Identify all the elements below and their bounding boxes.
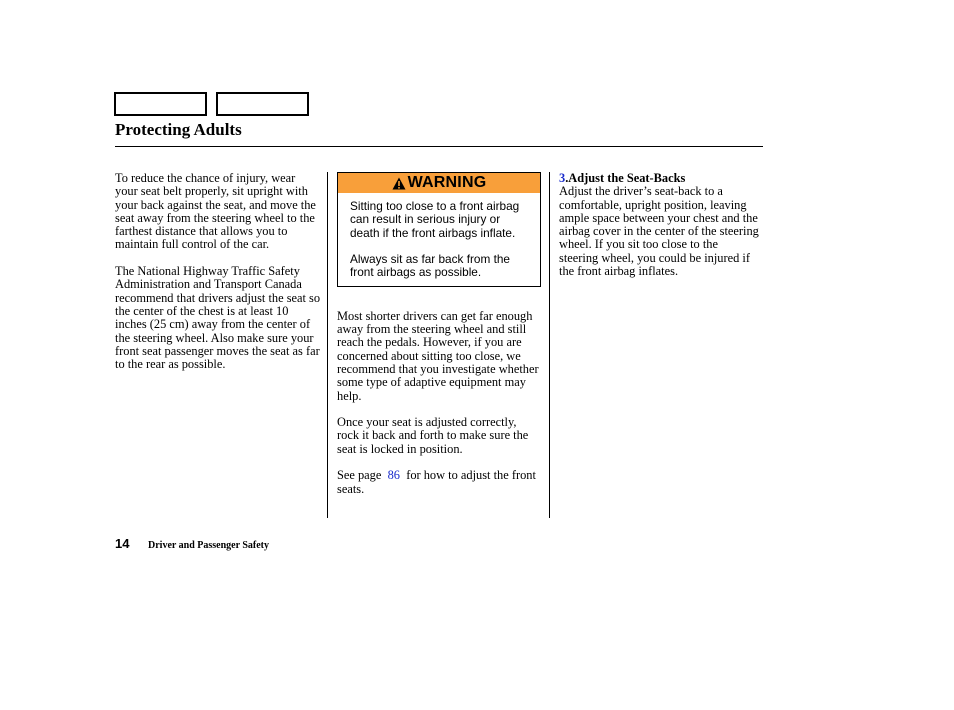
step-number-link[interactable]: 3 — [559, 171, 566, 185]
warning-header — [338, 173, 540, 193]
step-body: Adjust the driver’s seat-back to a comfortable, upright position, leaving ample space between your chest and the airbag cover in the center of the steering wheel. If you sit too close to the steering wheel, you could be injured if the front airbag inflates. — [559, 184, 759, 279]
see-page-prefix: See page — [337, 468, 382, 483]
section-name: Driver and Passenger Safety — [148, 540, 270, 551]
page-number: 14 — [115, 536, 130, 551]
nav-button-1[interactable] — [114, 92, 207, 116]
column-1 — [115, 172, 321, 385]
warning-box — [337, 172, 541, 287]
step-heading — [559, 172, 759, 185]
warning-text-2: Always sit as far back from the front airbags as possible. — [350, 252, 510, 280]
warning-body — [338, 193, 540, 286]
see-page-suffix: for how to adjust the front seats. — [337, 468, 536, 496]
column-divider-2 — [549, 172, 550, 518]
column-2-paragraph-1: Most shorter drivers can get far enough away from the steering wheel and still reach the pedals. However, if you are concerned about sitting too close, we recommend that you investigate whether some type of adaptive equipment may help. — [337, 308, 539, 403]
see-page-reference — [337, 469, 541, 496]
warning-text-1: Sitting too close to a front airbag can result in serious injury or death if the front airbags inflate. — [350, 199, 520, 240]
column-2-paragraph-2: Once your seat is adjusted correctly, rock it back and forth to make sure the seat is locked in position. — [337, 415, 529, 456]
title-rule — [115, 146, 763, 147]
column-3 — [559, 172, 759, 278]
warning-triangle-icon — [392, 177, 406, 190]
page-title: Protecting Adults — [115, 120, 242, 139]
nav-button-2[interactable] — [216, 92, 309, 116]
step-title: .Adjust the Seat-Backs — [565, 171, 686, 185]
column-2 — [337, 172, 541, 509]
warning-label: WARNING — [407, 174, 487, 192]
column-1-paragraph-2: The National Highway Traffic Safety Administration and Transport Canada recommend that drivers adjust the seat so the center of the chest is at least 10 inches (25 cm) away from the center of the steering wheel. Also make sure your front seat passenger moves the seat as far to the rear as possible. — [115, 264, 321, 372]
column-1-paragraph-1: To reduce the chance of injury, wear your seat belt properly, sit upright with your back against the seat, and move the seat away from the steering wheel to the farthest distance that allows you to maintain full control of the car. — [115, 171, 316, 252]
page-link-86[interactable]: 86 — [387, 468, 400, 483]
column-divider-1 — [327, 172, 328, 518]
